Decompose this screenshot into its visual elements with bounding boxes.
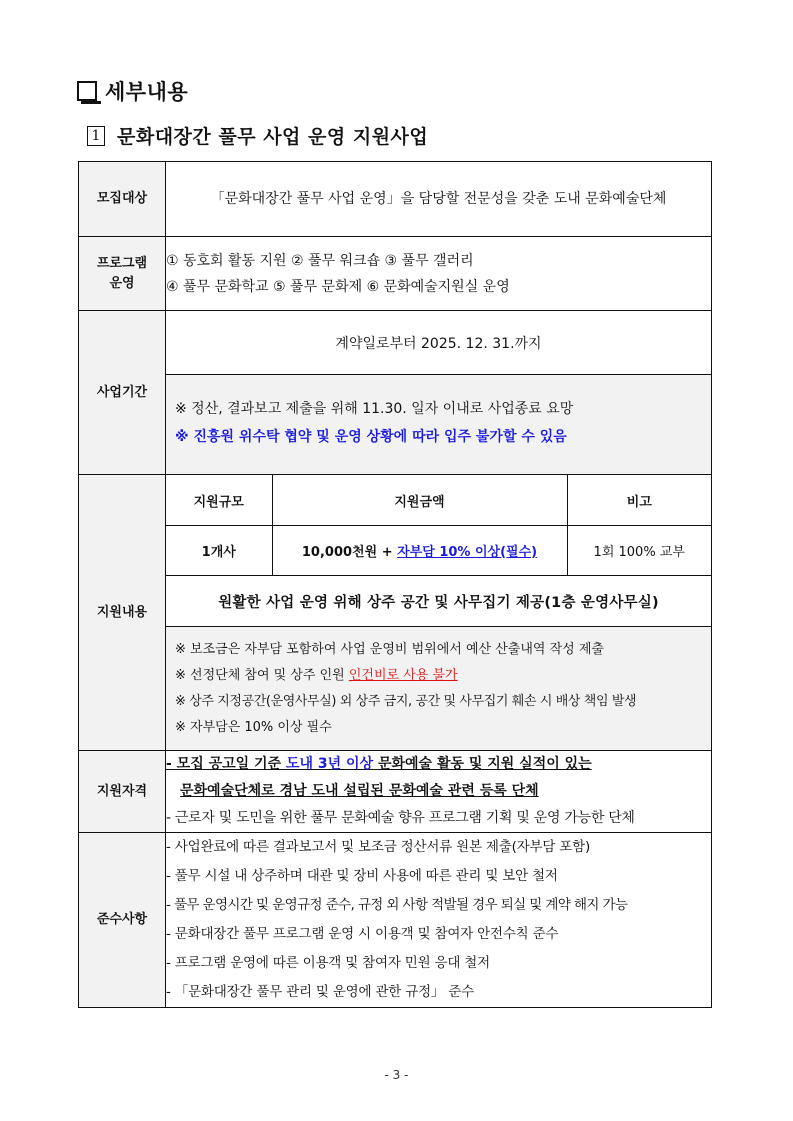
qualification-1-b: 도내 3년 이상: [285, 756, 374, 772]
label-program-line2: 운영: [109, 275, 135, 291]
row-recruit: [79, 162, 712, 237]
recruit-value: 「문화대장간 풀무 사업 운영」을 담당할 전문성을 갖춘 도내 문화예술단체: [166, 162, 712, 237]
labor-cost-warning: 인건비로 사용 불가: [348, 668, 458, 683]
support-notes: [166, 627, 711, 750]
qualification-1-line2: 문화예술단체로 경남 도내 설립된 문화예술 관련 등록 단체: [180, 783, 539, 799]
checkbox-square-icon: [77, 81, 97, 101]
label-period: 사업기간: [79, 311, 166, 475]
self-funding-link: 자부담 10% 이상(필수): [397, 545, 538, 560]
support-header-row: [166, 475, 711, 526]
label-qualification: 지원자격: [79, 751, 166, 833]
compliance-item: - 문화대장간 풀무 프로그램 운영 시 이용객 및 참여자 안전수칙 준수: [166, 926, 559, 942]
subsection-number: 1: [87, 126, 105, 146]
space-provision: 원활한 사업 운영 위해 상주 공간 및 사무집기 제공(1층 운영사무실): [166, 576, 711, 627]
subsection-title: 문화대장간 풀무 사업 운영 지원사업: [117, 126, 429, 148]
header-note: 비고: [567, 475, 711, 526]
details-table: [78, 161, 712, 1008]
header-amount: 지원금액: [272, 475, 567, 526]
qualification-1-line1: [166, 751, 711, 778]
compliance-item: - 풀무 운영시간 및 운영규정 준수, 규정 외 사항 적발될 경우 퇴실 및 계약 해지 가능: [166, 897, 628, 913]
row-program: [79, 237, 712, 311]
compliance-cell: [166, 833, 712, 1008]
row-qualification: [79, 751, 712, 833]
period-notes: [166, 375, 711, 474]
support-note-2: [175, 663, 702, 689]
support-note-1: ※ 보조금은 자부담 포함하여 사업 운영비 범위에서 예산 산출내역 작성 제출: [175, 642, 604, 657]
support-cell: [166, 475, 712, 751]
label-support: 지원내용: [79, 475, 166, 751]
support-note-2-text: ※ 선정단체 참여 및 상주 인원: [175, 668, 349, 683]
label-compliance: 준수사항: [79, 833, 166, 1008]
period-note-2: ※ 진흥원 위수탁 협약 및 운영 상황에 따라 입주 불가할 수 있음: [175, 429, 567, 445]
section-title: 세부내용: [105, 80, 189, 104]
program-list: [166, 237, 712, 311]
page-number: - 3 -: [384, 1068, 409, 1082]
compliance-item: - 프로그램 운영에 따른 이용객 및 참여자 민원 응대 철저: [166, 955, 490, 971]
row-compliance: [79, 833, 712, 1008]
qualification-1-c: 문화예술 활동 및 지원 실적이 있는: [373, 756, 592, 772]
support-amount: [272, 526, 567, 576]
label-recruit: 모집대상: [79, 162, 166, 237]
support-value-row: [166, 526, 711, 576]
support-note: 1회 100% 교부: [567, 526, 711, 576]
support-note-4: ※ 자부담은 10% 이상 필수: [175, 720, 332, 735]
qualification-1-a: - 모집 공고일 기준: [166, 756, 286, 772]
section-heading: [77, 76, 188, 106]
row-support: [79, 475, 712, 751]
period-note-1: ※ 정산, 결과보고 제출을 위해 11.30. 일자 이내로 사업종료 요망: [175, 401, 574, 417]
program-line-2: ④ 풀무 문화학교 ⑤ 풀무 문화제 ⑥ 문화예술지원실 운영: [166, 278, 510, 295]
compliance-item: - 풀무 시설 내 상주하며 대관 및 장비 사용에 따른 관리 및 보안 철저: [166, 868, 558, 884]
support-note-3: ※ 상주 지정공간(운영사무실) 외 상주 금지, 공간 및 사무집기 훼손 시 배상 책임 발생: [175, 694, 637, 709]
period-cell: [166, 311, 712, 475]
subsection-heading: [87, 122, 428, 149]
period-main: 계약일로부터 2025. 12. 31.까지: [166, 311, 711, 375]
row-period: [79, 311, 712, 475]
qualification-2: - 근로자 및 도민을 위한 풀무 문화예술 향유 프로그램 기획 및 운영 가능한 단체: [166, 810, 635, 826]
header-scale: 지원규모: [166, 475, 272, 526]
qualification-cell: [166, 751, 712, 833]
compliance-item: - 사업완료에 따른 결과보고서 및 보조금 정산서류 원본 제출(자부담 포함): [166, 839, 591, 855]
label-program-line1: 프로그램: [96, 255, 148, 271]
support-table: [166, 475, 711, 576]
program-line-1: ① 동호회 활동 지원 ② 풀무 워크숍 ③ 풀무 갤러리: [166, 252, 474, 269]
compliance-item: - 「문화대장간 풀무 관리 및 운영에 관한 규정」 준수: [166, 984, 474, 1000]
label-program: [79, 237, 166, 311]
amount-base: 10,000천원 +: [301, 545, 398, 560]
support-scale: 1개사: [166, 526, 272, 576]
